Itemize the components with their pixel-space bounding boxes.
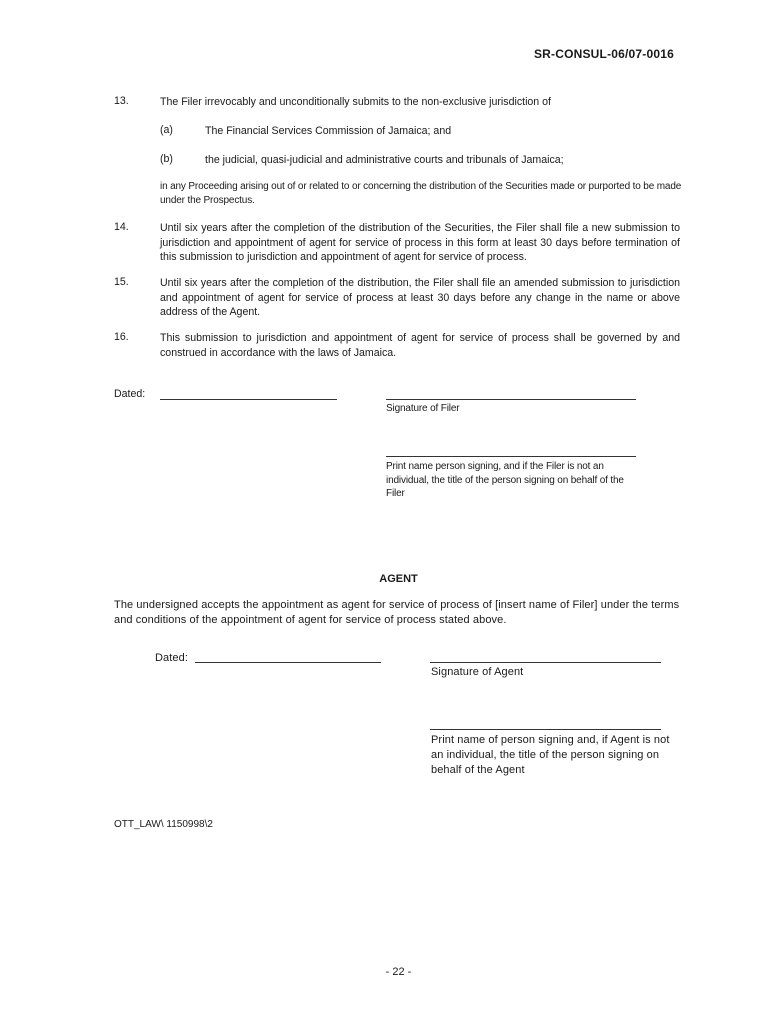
filer-signature-line[interactable] xyxy=(386,399,636,400)
agent-print-name-caption: Print name of person signing and, if Agent is not an individual, the title of the person signing on behalf of the Agent xyxy=(431,734,670,776)
subitem-a-label: (a) xyxy=(160,124,173,136)
item-13-number: 13. xyxy=(114,95,129,107)
item-16-text: This submission to jurisdiction and appointment of agent for service of process shall be governed by and construed in accordance with the laws of Jamaica. xyxy=(160,332,680,359)
filer-date-line[interactable] xyxy=(160,399,337,400)
agent-signature-line[interactable] xyxy=(430,662,661,663)
subitem-b-text: the judicial, quasi-judicial and administrative courts and tribunals of Jamaica; xyxy=(205,154,564,166)
document-reference: OTT_LAW\ 1150998\2 xyxy=(114,819,213,830)
agent-acceptance-text: The undersigned accepts the appointment as agent for service of process of [insert name of Filer] under the terms and conditions of the appointment of agent for service of process stated above. xyxy=(114,599,680,626)
filer-print-name-caption: Print name person signing, and if the Filer is not an individual, the title of the person signing on behalf of the Filer xyxy=(386,461,624,499)
subitem-b-label: (b) xyxy=(160,153,173,165)
item-15-text: Until six years after the completion of the distribution, the Filer shall file an amended submission to jurisdiction and appointment of agent for service of process at least 30 days before any change in the name or above address of the Agent. xyxy=(160,277,680,318)
item-16-number: 16. xyxy=(114,331,129,343)
item-14-text: Until six years after the completion of the distribution of the Securities, the Filer shall file a new submission to jurisdiction and appointment of agent for service of process in this form at least 30 days before termination of this submission to jurisdiction and appointment of agent for service of process. xyxy=(160,222,680,263)
agent-date-line[interactable] xyxy=(195,662,381,663)
page-number: - 22 - xyxy=(385,966,412,978)
subitem-a-text: The Financial Services Commission of Jamaica; and xyxy=(205,125,452,137)
item-13-text: The Filer irrevocably and unconditionally submits to the non-exclusive jurisdiction of xyxy=(160,96,551,108)
filer-dated-label: Dated: xyxy=(114,388,146,400)
item-15-number: 15. xyxy=(114,276,129,288)
agent-dated-label: Dated: xyxy=(155,652,189,664)
item-14-number: 14. xyxy=(114,221,129,233)
item-13-continuation: in any Proceeding arising out of or related to or concerning the distribution of the Securities made or purported to be made under the Prospectus. xyxy=(160,181,682,206)
agent-signature-caption: Signature of Agent xyxy=(431,666,524,678)
document-id: SR-CONSUL-06/07-0016 xyxy=(533,47,674,61)
filer-print-name-line[interactable] xyxy=(386,456,636,457)
filer-signature-caption: Signature of Filer xyxy=(386,403,460,414)
agent-print-name-line[interactable] xyxy=(430,729,661,730)
agent-heading: AGENT xyxy=(379,573,418,585)
